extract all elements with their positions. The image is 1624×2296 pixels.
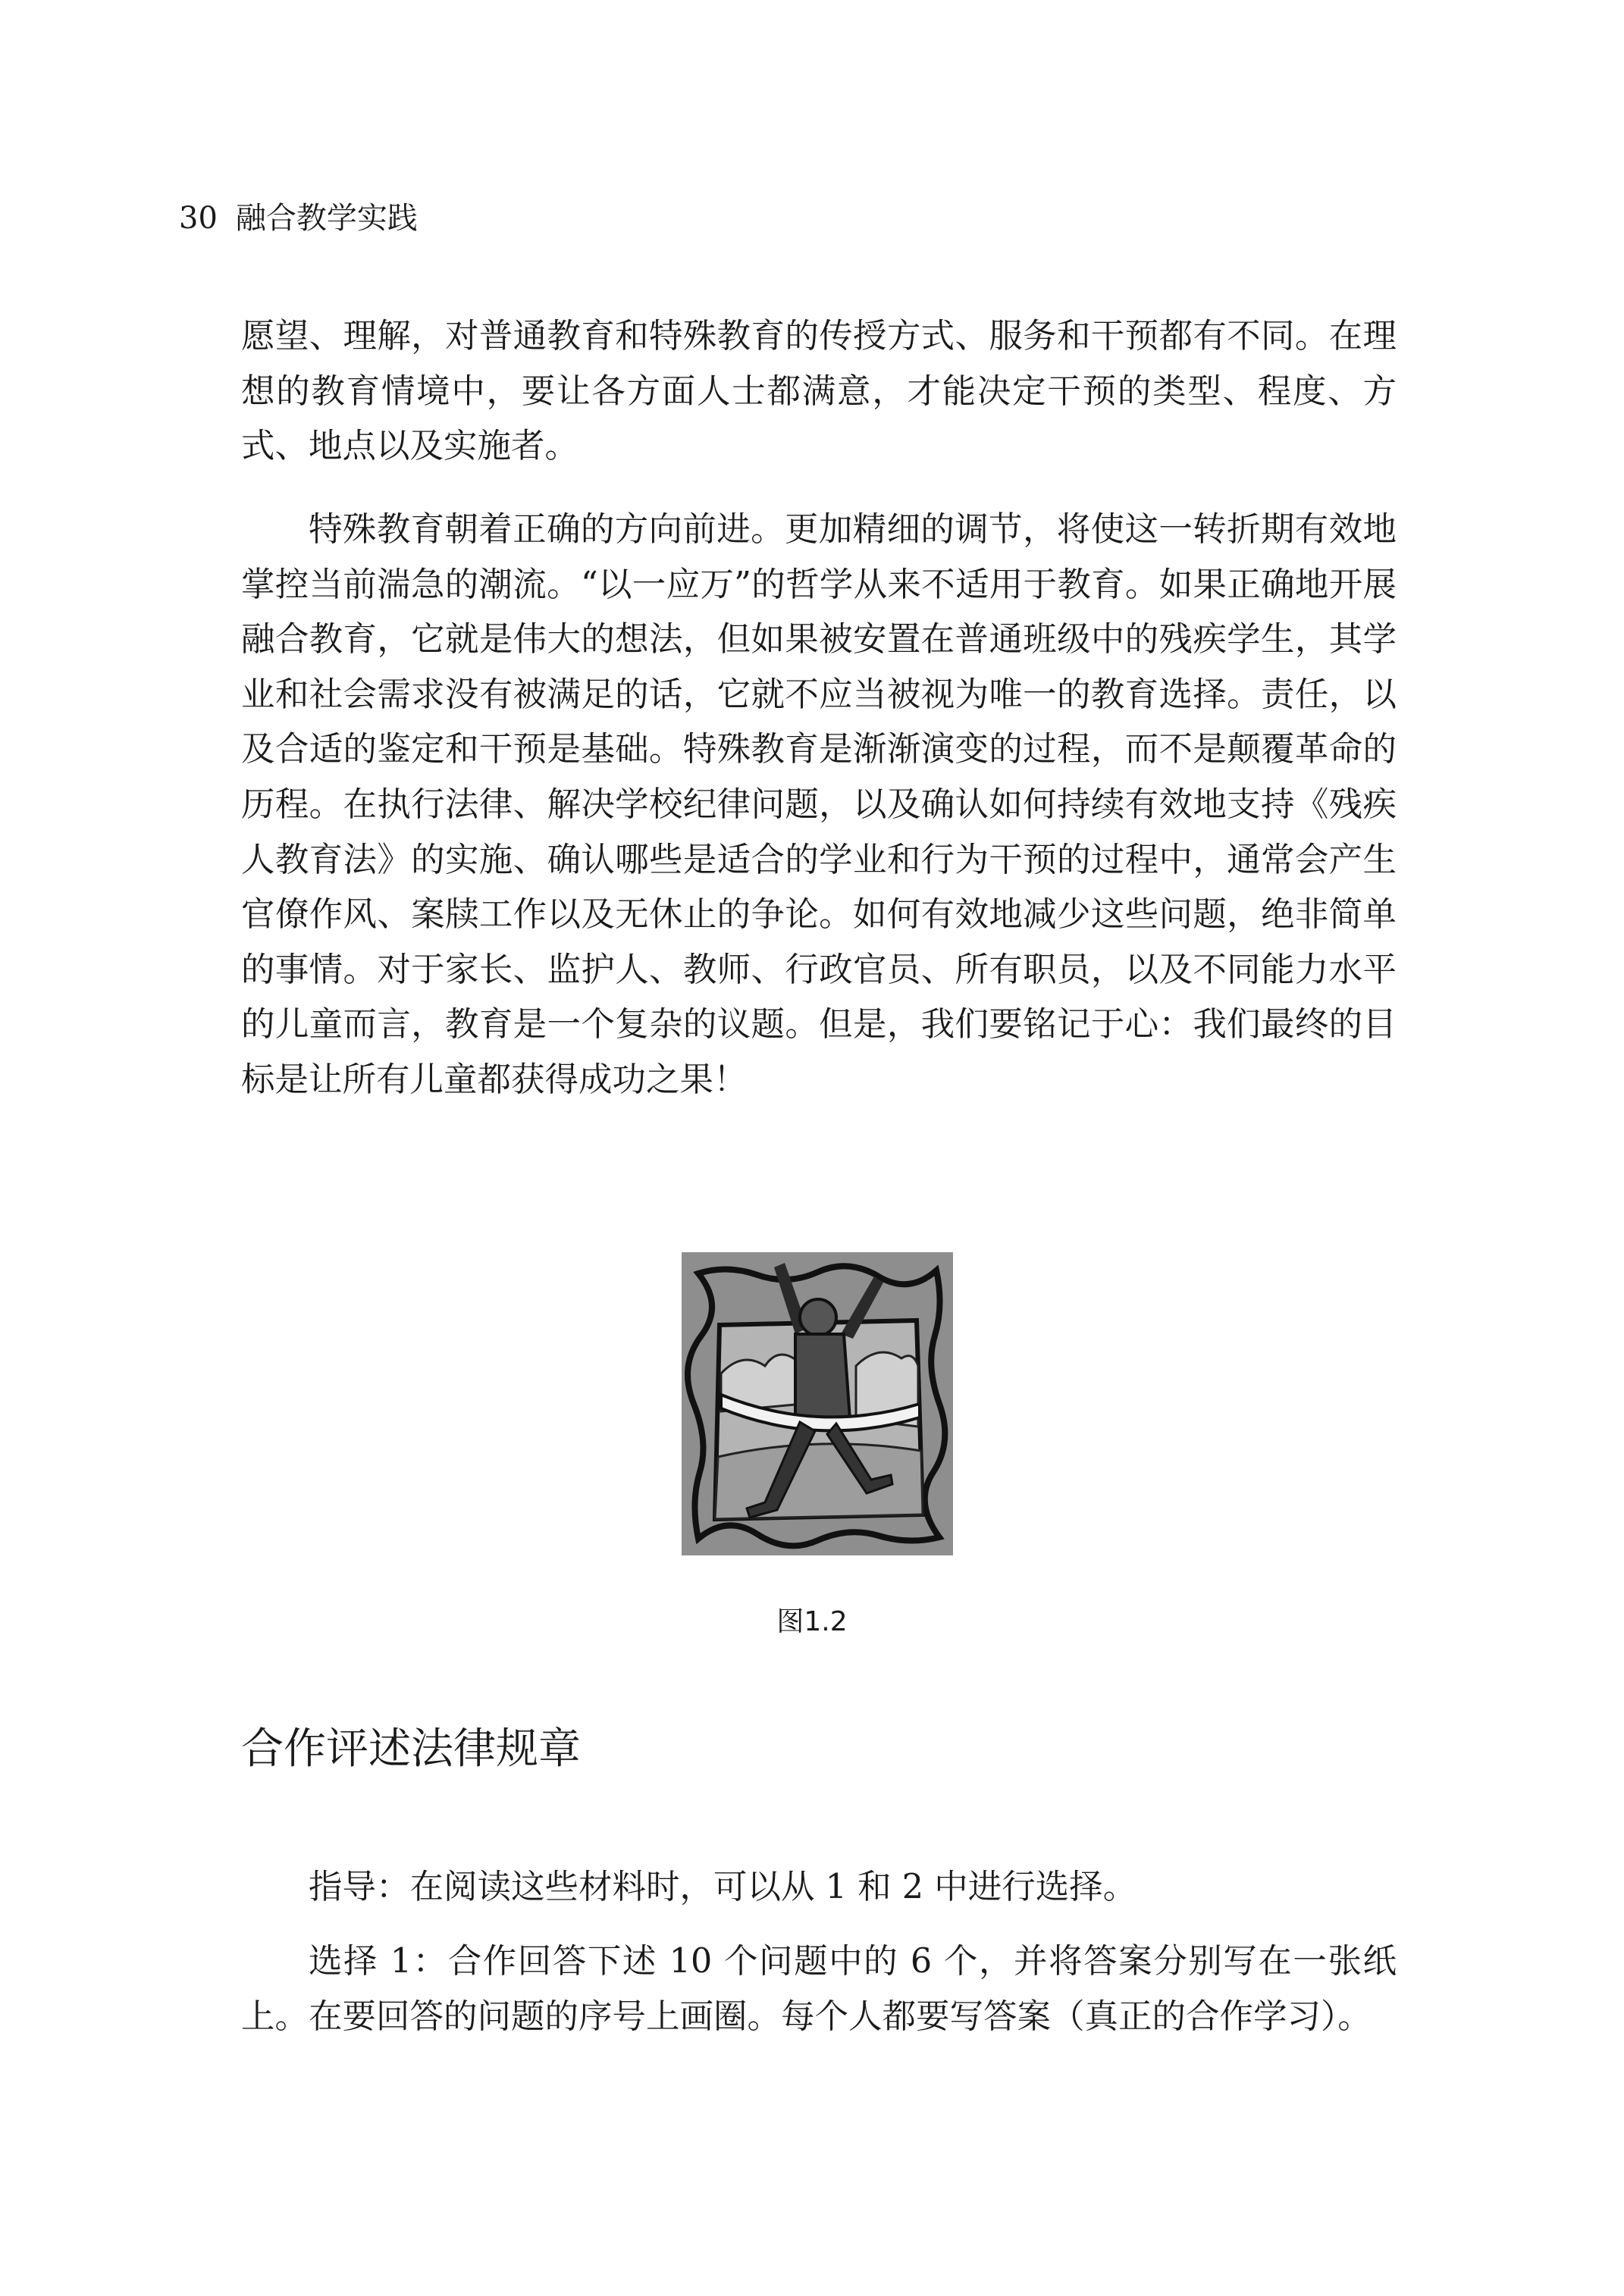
page-number: 30 [179,201,218,236]
body-paragraph-2: 特殊教育朝着正确的方向前进。更加精细的调节，将使这一转折期有效地掌控当前湍急的潮流。“以一应万”的哲学从来不适用于教育。如果正确地开展融合教育，它就是伟大的想法，但如果被安置在普通班级中的残疾学生，其学业和社会需求没有被满足的话，它就不应当被视为唯一的教育选择。责任，以及合适的鉴定和干预是基础。特殊教育是渐渐演变的过程，而不是颠覆革命的历程。在执行法律、解决学校纪律问题，以及确认如何持续有效地支持《残疾人教育法》的实施、确认哪些是适合的学业和行为干预的过程中，通常会产生官僚作风、案牍工作以及无休止的争论。如何有效地减少这些问题，绝非简单的事情。对于家长、监护人、教师、行政官员、所有职员，以及不同能力水平的儿童而言，教育是一个复杂的议题。但是，我们要铭记于心：我们最终的目标是让所有儿童都获得成功之果！ [241,510,1397,1099]
option-1-paragraph: 选择 1：合作回答下述 10 个问题中的 6 个，并将答案分别写在一张纸上。在要回答的问题的序号上画圈。每个人都要写答案（真正的合作学习）。 [241,1942,1397,2036]
figure-illustration [682,1252,953,1555]
running-title: 融合教学实践 [235,201,418,236]
body-paragraph-1: 愿望、理解，对普通教育和特殊教育的传授方式、服务和干预都有不同。在理想的教育情境中，要让各方面人士都满意，才能决定干预的类型、程度、方式、地点以及实施者。 [241,317,1397,466]
runner-crossing-finish-line-icon [682,1252,953,1555]
instruction-paragraph: 指导：在阅读这些材料时，可以从 1 和 2 中进行选择。 [309,1868,1137,1906]
page-header [179,196,418,241]
section-heading: 合作评述法律规章 [241,1724,581,1774]
figure-caption: 图1.2 [776,1606,848,1637]
